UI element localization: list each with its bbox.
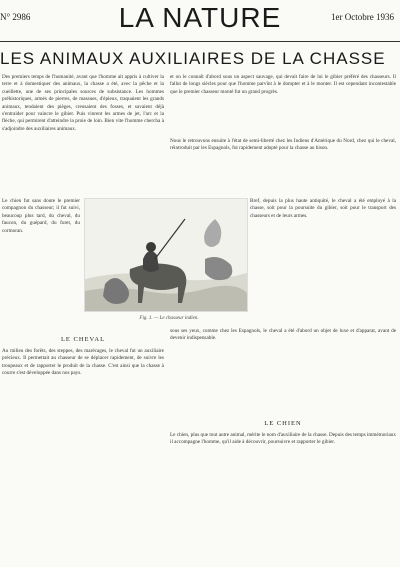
paragraph: Le chien fut sans doute le premier compagnon du chasseur; il fut suivi, beaucoup plus tard, du cheval, du faucon, du guépard, du furet, du cormoran. <box>2 198 80 234</box>
section-heading-chien: LE CHIEN <box>264 420 302 427</box>
illustration-drawing <box>85 199 247 311</box>
text-column-right-mid2 <box>170 328 396 388</box>
text-column-right-mid <box>170 138 396 194</box>
magazine-title: LA NATURE <box>118 2 282 33</box>
text-column-left-top <box>2 74 164 194</box>
paragraph: Bref, depuis la plus haute antiquité, le cheval a été employé à la chasse, soit pour la poursuite du gibier, soit pour le transport des chasseurs et de leurs armes. <box>250 198 396 219</box>
text-column-left-mid <box>2 198 80 328</box>
masthead <box>0 0 400 40</box>
paragraph: et on le connaît d'abord sous un aspect sauvage, qui devait faire de lui le gibier préféré des chasseurs. Il fallut de longs siècles pour que l'homme parvînt à le dompter et à le monter. Il est cependant incontestable que le premier chasseur monté fut un grand progrès. <box>170 74 396 95</box>
paragraph: Au milieu des forêts, des steppes, des marécages, le cheval fut un auxiliaire précieux. Il permettait au chasseur de se déplacer rapidement, de suivre les troupeaux et de rapporter le produit de la chasse. C'est ainsi que la chasse à courre s'est développée dans nos pays. <box>2 348 164 377</box>
header-rule <box>0 41 400 42</box>
text-column-right-lower <box>250 198 396 326</box>
paragraph: Nous le retrouvons ensuite à l'état de semi-liberté chez les Indiens d'Amérique du Nord, chez qui le cheval, réintroduit par les Espagnols, fut rapidement adopté pour la chasse au bison. <box>170 138 396 152</box>
issue-number: N° 2986 <box>0 12 31 22</box>
illustration-indian-hunter <box>84 198 248 312</box>
paragraph: Le chien, plus que tout autre animal, mérite le nom d'auxiliaire de la chasse. Depuis des temps immémoriaux il accompagne l'homme, qu'il aide à découvrir, poursuivre et rapporter le gibier. <box>170 432 396 446</box>
text-column-cheval <box>2 348 164 558</box>
paragraph: Des premiers temps de l'humanité, avant que l'homme ait appris à cultiver la terre et à domestiquer des animaux, la chasse a été, avec la pêche et la cueillette, une de ses principales sources de subsistance. Les hommes préhistoriques, armés de pierres, de massues, d'épieux, traquaient les grands animaux, tendaient des pièges, creusaient des fosses, et savaient déjà s'entraider pour vaincre le gibier. Puis vinrent les armes de jet, l'arc et la flèche, qui permirent d'atteindre la proie de loin. Bien vite l'homme chercha à s'adjoindre des auxiliaires animaux. <box>2 74 164 132</box>
article-title: LES ANIMAUX AUXILIAIRES DE LA CHASSE <box>0 49 386 68</box>
paragraph: sous ses yeux, comme chez les Espagnols, le cheval a été d'abord un objet de luxe et d'apparat, avant de devenir indispensable. <box>170 328 396 342</box>
text-column-right-top <box>170 74 396 134</box>
issue-date: 1er Octobre 1936 <box>331 12 394 22</box>
text-column-chien <box>170 432 396 558</box>
figure-caption: Fig. 1. — Le chasseur indien. <box>139 316 199 321</box>
section-heading-cheval: LE CHEVAL <box>60 336 106 343</box>
